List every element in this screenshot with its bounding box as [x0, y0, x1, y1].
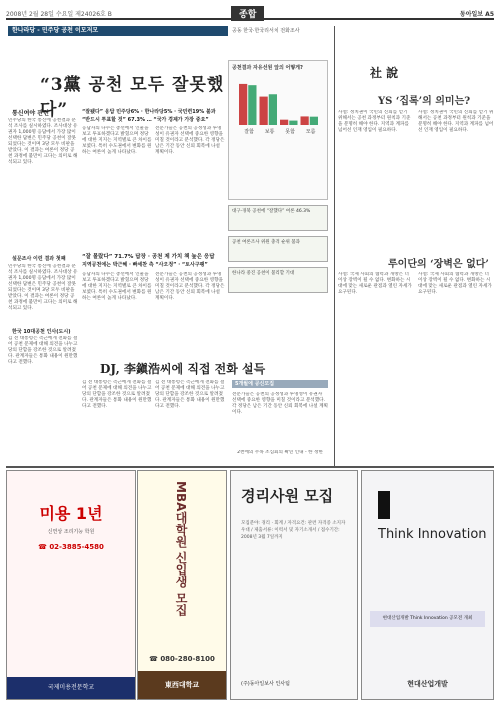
bar-chart-svg [233, 75, 325, 135]
ad3-details: 모집분야: 경리 · 회계 / 자격요건: 관련 자격증 소지자 우대 / 제출서류: 이력서 및 자기소개서 / 접수기간: 2008년 3월 7일까지 [241, 521, 346, 540]
column-divider [334, 26, 335, 466]
ad-university[interactable] [137, 470, 227, 700]
article-col-3: 전문가들은 공천의 공정성과 투명성이 유권자 선택에 중요한 영향을 미칠 것이라고 분석했다. 각 정당은 남은 기간 동안 신뢰 회복에 나설 계획이다. [155, 126, 225, 155]
section-banner: 한나라당 - 민주당 공천 이모저모 [8, 26, 228, 36]
editorial-col-1: 사설: 정치권이 국민의 신뢰를 얻기 위해서는 공천 과정부터 원칙과 기준을 분명히 해야 한다. 지역과 계파를 넘어선 인재 영입이 필요하다. [338, 110, 411, 133]
article-col-8: 김 전 대통령은 측근에게 전화를 걸어 공천 문제에 대해 의견을 나누고 당의 단합을 강조한 것으로 알려졌다. 관계자들은 통화 내용이 원만했다고 전했다. [82, 380, 152, 409]
bar-못함-한나라당 [280, 120, 288, 125]
article-col-1: 민주당의 한국 통신에 공천결과 분석 조사를 실시하였다. 조사대상 유권자 1,000명 응답에서 가장 많이 선택한 답변은 민주당 공천이 잘못되었다는 것이며 3당 모두 비판을 받았다. 이 결과는 여론이 정당 공천 과정에 불만이 크다는 의미로 해석되고 있다. [8, 118, 78, 165]
page-number: 동아일보 A5 [459, 11, 494, 18]
dj-headline: DJ, 李鎭浩씨에 직접 전화 설득 [100, 362, 266, 376]
ad1-phone: ☎ 02-3885-4580 [38, 543, 104, 551]
info-box-2: 공천 여론조사 위원 충격 순위 불과 [228, 236, 328, 262]
page-header [6, 6, 494, 20]
subhead-4: 설문조사 이런 결과 첫째 [12, 256, 66, 262]
ad4-info-bar: 현대산업개발 Think Innovation 공모전 개최 [370, 611, 485, 627]
ad2-footer: 東西대학교 [138, 671, 226, 699]
article-col-9: 김 전 대통령은 측근에게 전화를 걸어 공천 문제에 대해 의견을 나누고 당의 단합을 강조한 것으로 알려졌다. 관계자들은 통화 내용이 원만했다고 전했다. [155, 380, 225, 409]
subhead-7: 한국 10대공천 인사(도시) [12, 329, 71, 335]
banner-subtitle: 공동 한국·한국리서치 전화조사 [232, 28, 300, 34]
survey-chart [228, 60, 328, 200]
bar-보통-민주당 [269, 94, 277, 125]
info-box-3: 한나라 중진 공천이 불리할 기대 [228, 267, 328, 293]
bar-잘함-한나라당 [239, 84, 247, 125]
article-col-5: 응답자의 다수는 총선에서 인물을 보고 투표하겠다고 밝혔으며 정당에 대한 지지는 지역별로 큰 차이를 보였다. 특히 수도권에서 변화를 원하는 여론이 높게 나타났다. [82, 272, 152, 301]
article-col-10: 전문가들은 공천의 공정성과 투명성이 유권자 선택에 중요한 영향을 미칠 것이라고 분석했다. 각 정당은 남은 기간 동안 신뢰 회복에 나설 계획이다. [232, 392, 328, 415]
bar-모름-한나라당 [301, 116, 309, 125]
ad-recruitment[interactable] [230, 470, 358, 700]
tick-label: 못함 [285, 129, 295, 135]
editorial-col-3: 사설: 국제 사회의 협력과 개방은 더 이상 장벽이 될 수 없다. 변화하는 시대에 맞는 새로운 관점과 열린 자세가 요구된다. [338, 272, 412, 295]
ad1-footer: 국제미용전문학교 [7, 677, 135, 699]
editorial-col-2: 사설: 정치권이 국민의 신뢰를 얻기 위해서는 공천 과정부터 원칙과 기준을 분명히 해야 한다. 지역과 계파를 넘어선 인재 영입이 필요하다. [418, 110, 494, 133]
bar-잘함-민주당 [248, 85, 256, 125]
issue-info: 2008년 2월 28일 수요일 제24026호 B [6, 11, 112, 18]
info-box-1: 대구·경북 공천에 “잘했다” 여론 46.3% [228, 205, 328, 231]
ad4-title: Think Innovation [378, 527, 487, 542]
ad-beauty-academy[interactable] [6, 470, 136, 700]
bar-모름-민주당 [310, 117, 318, 125]
subhead-6: 지역공천에는 박근혜 · 빠세찬 측 “사오정” · “토사구팽” [82, 262, 208, 268]
article-col-6: 전문가들은 공천의 공정성과 투명성이 유권자 선택에 중요한 영향을 미칠 것이라고 분석했다. 각 정당은 남은 기간 동안 신뢰 회복에 나설 계획이다. [155, 272, 225, 301]
article-col-4: 민주당의 한국 통신에 공천결과 분석 조사를 실시하였다. 조사대상 유권자 1,000명 응답에서 가장 많이 선택한 답변은 민주당 공천이 잘못되었다는 것이며 3당 모두 비판을 받았다. 이 결과는 여론이 정당 공천 과정에 불만이 크다는 의미로 해석되고 있다. [8, 264, 78, 311]
ad-think-innovation[interactable] [361, 470, 494, 700]
editorial-col-4: 사설: 국제 사회의 협력과 개방은 더 이상 장벽이 될 수 없다. 변화하는 시대에 맞는 새로운 관점과 열린 자세가 요구된다. [418, 272, 492, 295]
article-col-2: 응답자의 다수는 총선에서 인물을 보고 투표하겠다고 밝혔으며 정당에 대한 지지는 지역별로 큰 차이를 보였다. 특히 수도권에서 변화를 원하는 여론이 높게 나타났다. [82, 126, 152, 155]
chart-title: 공천결과 자유선원 앞의 어떻게? [232, 65, 303, 71]
subhead-1: 통신여야 관련 [12, 110, 49, 117]
editorial-heading-1: YS ‘집록’의 의미는? [378, 96, 471, 107]
subhead-2: “잘됐다” 응답 민주당6% · 한나라당5% · 국민련19% 불과 [82, 109, 216, 115]
ad2-phone: ☎ 080-280-8100 [149, 655, 215, 663]
tick-label: 모름 [305, 129, 316, 135]
dj-bottom-note: 2천에의 주목 조심회의 확연 인내 - 한 정한 [237, 450, 323, 455]
bar-못함-민주당 [289, 121, 297, 125]
tick-label: 보통 [264, 129, 275, 135]
subhead-5: “잘 몰랐다” 71.7% 답장 · 공천 제 가치 책 높은 응답 [82, 254, 215, 260]
dj-subbanner: 5개월에 공신모집 [232, 380, 328, 388]
ad2-title: MBA대학원 신입생 모집 [174, 481, 188, 616]
ad4-brand: 현대산업개발 [407, 680, 448, 688]
ad3-footer: (주)동아일보사 인사팀 [241, 681, 290, 687]
ad1-small-text: 신연상 조리기능 학원 [47, 529, 95, 535]
main-headline: “3黨 공천 모두 잘못했다” [40, 75, 225, 120]
subhead-3: “반드시 투표할 것” 67.3% … “국가 경제가 가장 중요” [82, 117, 209, 123]
article-col-7: 김 전 대통령은 측근에게 전화를 걸어 공천 문제에 대해 의견을 나누고 당의 단합을 강조한 것으로 알려졌다. 관계자들은 통화 내용이 원만했다고 전했다. [8, 336, 78, 365]
ad-divider [6, 466, 494, 468]
editorial-label: 社 說 [370, 66, 399, 80]
bar-보통-한나라당 [260, 97, 268, 125]
editorial-heading-2: 루이단의 ‘장벽은 없다’ [388, 259, 489, 270]
ad3-title: 경리사원 모집 [241, 487, 334, 505]
tick-label: 잘함 [244, 129, 254, 135]
section-label: 종합 [231, 6, 264, 21]
ad1-big-text: 미용 1년 [39, 504, 103, 523]
letter-i-logo-icon [378, 491, 390, 519]
